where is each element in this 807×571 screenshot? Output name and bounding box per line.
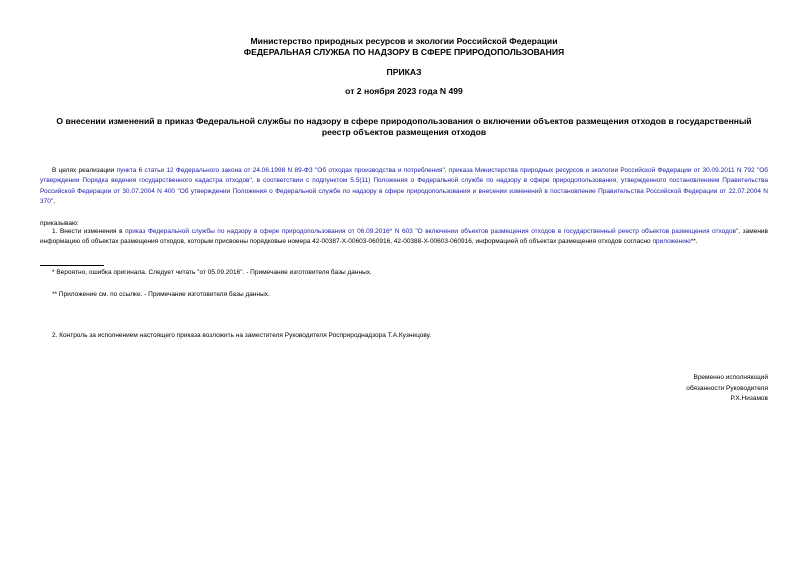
signature-block <box>568 373 768 405</box>
signature-position-1: Временно исполняющий <box>693 374 768 381</box>
law-89fz-link[interactable]: пункта 6 статьи 12 Федерального закона от 24.06.1998 N 89-ФЗ "Об отходах производства и потребления" <box>116 167 445 174</box>
document-date-number: от 2 ноября 2023 года N 499 <box>345 86 463 96</box>
appendix-link[interactable]: приложению <box>652 238 691 246</box>
preamble-text-end: , <box>53 198 55 206</box>
footnote-2: ** Приложение см. по ссылке. - Примечание изготовителя базы данных. <box>52 291 270 298</box>
resolution-400-link[interactable]: , в соответствии с подпунктом 5.5(11) Положения о Федеральной службе по надзору в сфере природопользования, утвержденного постановлением Правительства Российской Федерации от 30.07.2004 N 400 "Об утверждении Положения о Федеральной службе по надзору в сфере природопользования и внесении изменений в постановление Правительства Российской Федерации от 22.07.2004 N 370" <box>40 177 768 206</box>
orders-word: приказываю: <box>40 220 79 227</box>
order-603-link[interactable]: приказ Федеральной службы по надзору в сфере природопользования от 06.09.2016* N 603 "О включении объектов размещения отходов в государственный реестр объектов размещения отходов" <box>125 228 739 235</box>
footnote-1: * Вероятно, ошибка оригинала. Следует читать "от 05.09.2016". - Примечание изготовителя базы данных. <box>52 269 372 276</box>
document-header <box>40 36 768 57</box>
signature-position-2: обязанности Руководителя <box>686 384 768 392</box>
item1-text-3: **. <box>690 238 698 246</box>
document-title <box>40 116 768 138</box>
order-792-link[interactable]: , приказа Министерства природных ресурсов и экологии Российской Федерации от 30.09.2011 N 792 "Об утверждении Порядка ведения государственного кадастра отходов" <box>40 167 768 185</box>
paragraph-preamble <box>40 166 768 208</box>
signature-name: Р.Х.Низамов <box>730 395 768 402</box>
title-line-1: О внесении изменений в приказ Федеральной службы по надзору в сфере природопользования о включении объектов размещения отходов в государственный <box>56 116 752 126</box>
ministry-name: Министерство природных ресурсов и экологии Российской Федерации <box>250 36 558 46</box>
preamble-text-1: В целях реализации <box>52 167 117 174</box>
paragraph-item-1 <box>40 227 768 248</box>
document-type: ПРИКАЗ <box>386 67 422 77</box>
item1-text-1: 1. Внести изменения в <box>52 228 126 235</box>
title-line-2: реестр объектов размещения отходов <box>321 127 487 137</box>
item1-text-2: , заменив информацию об объектах размещения отходов, которым присвоены порядковые номера 42-00387-Х-00603-060916, 42-00388-Х-00603-060916, информацией об объектах размещения отходов согласно <box>40 228 768 246</box>
paragraph-item-2: 2. Контроль за исполнением настоящего приказа возложить на заместителя Руководителя Росприроднадзора Т.А.Кузнецову. <box>52 332 432 339</box>
service-name: ФЕДЕРАЛЬНАЯ СЛУЖБА ПО НАДЗОРУ В СФЕРЕ ПРИРОДОПОЛЬЗОВАНИЯ <box>243 46 565 57</box>
footnote-divider <box>40 265 104 266</box>
